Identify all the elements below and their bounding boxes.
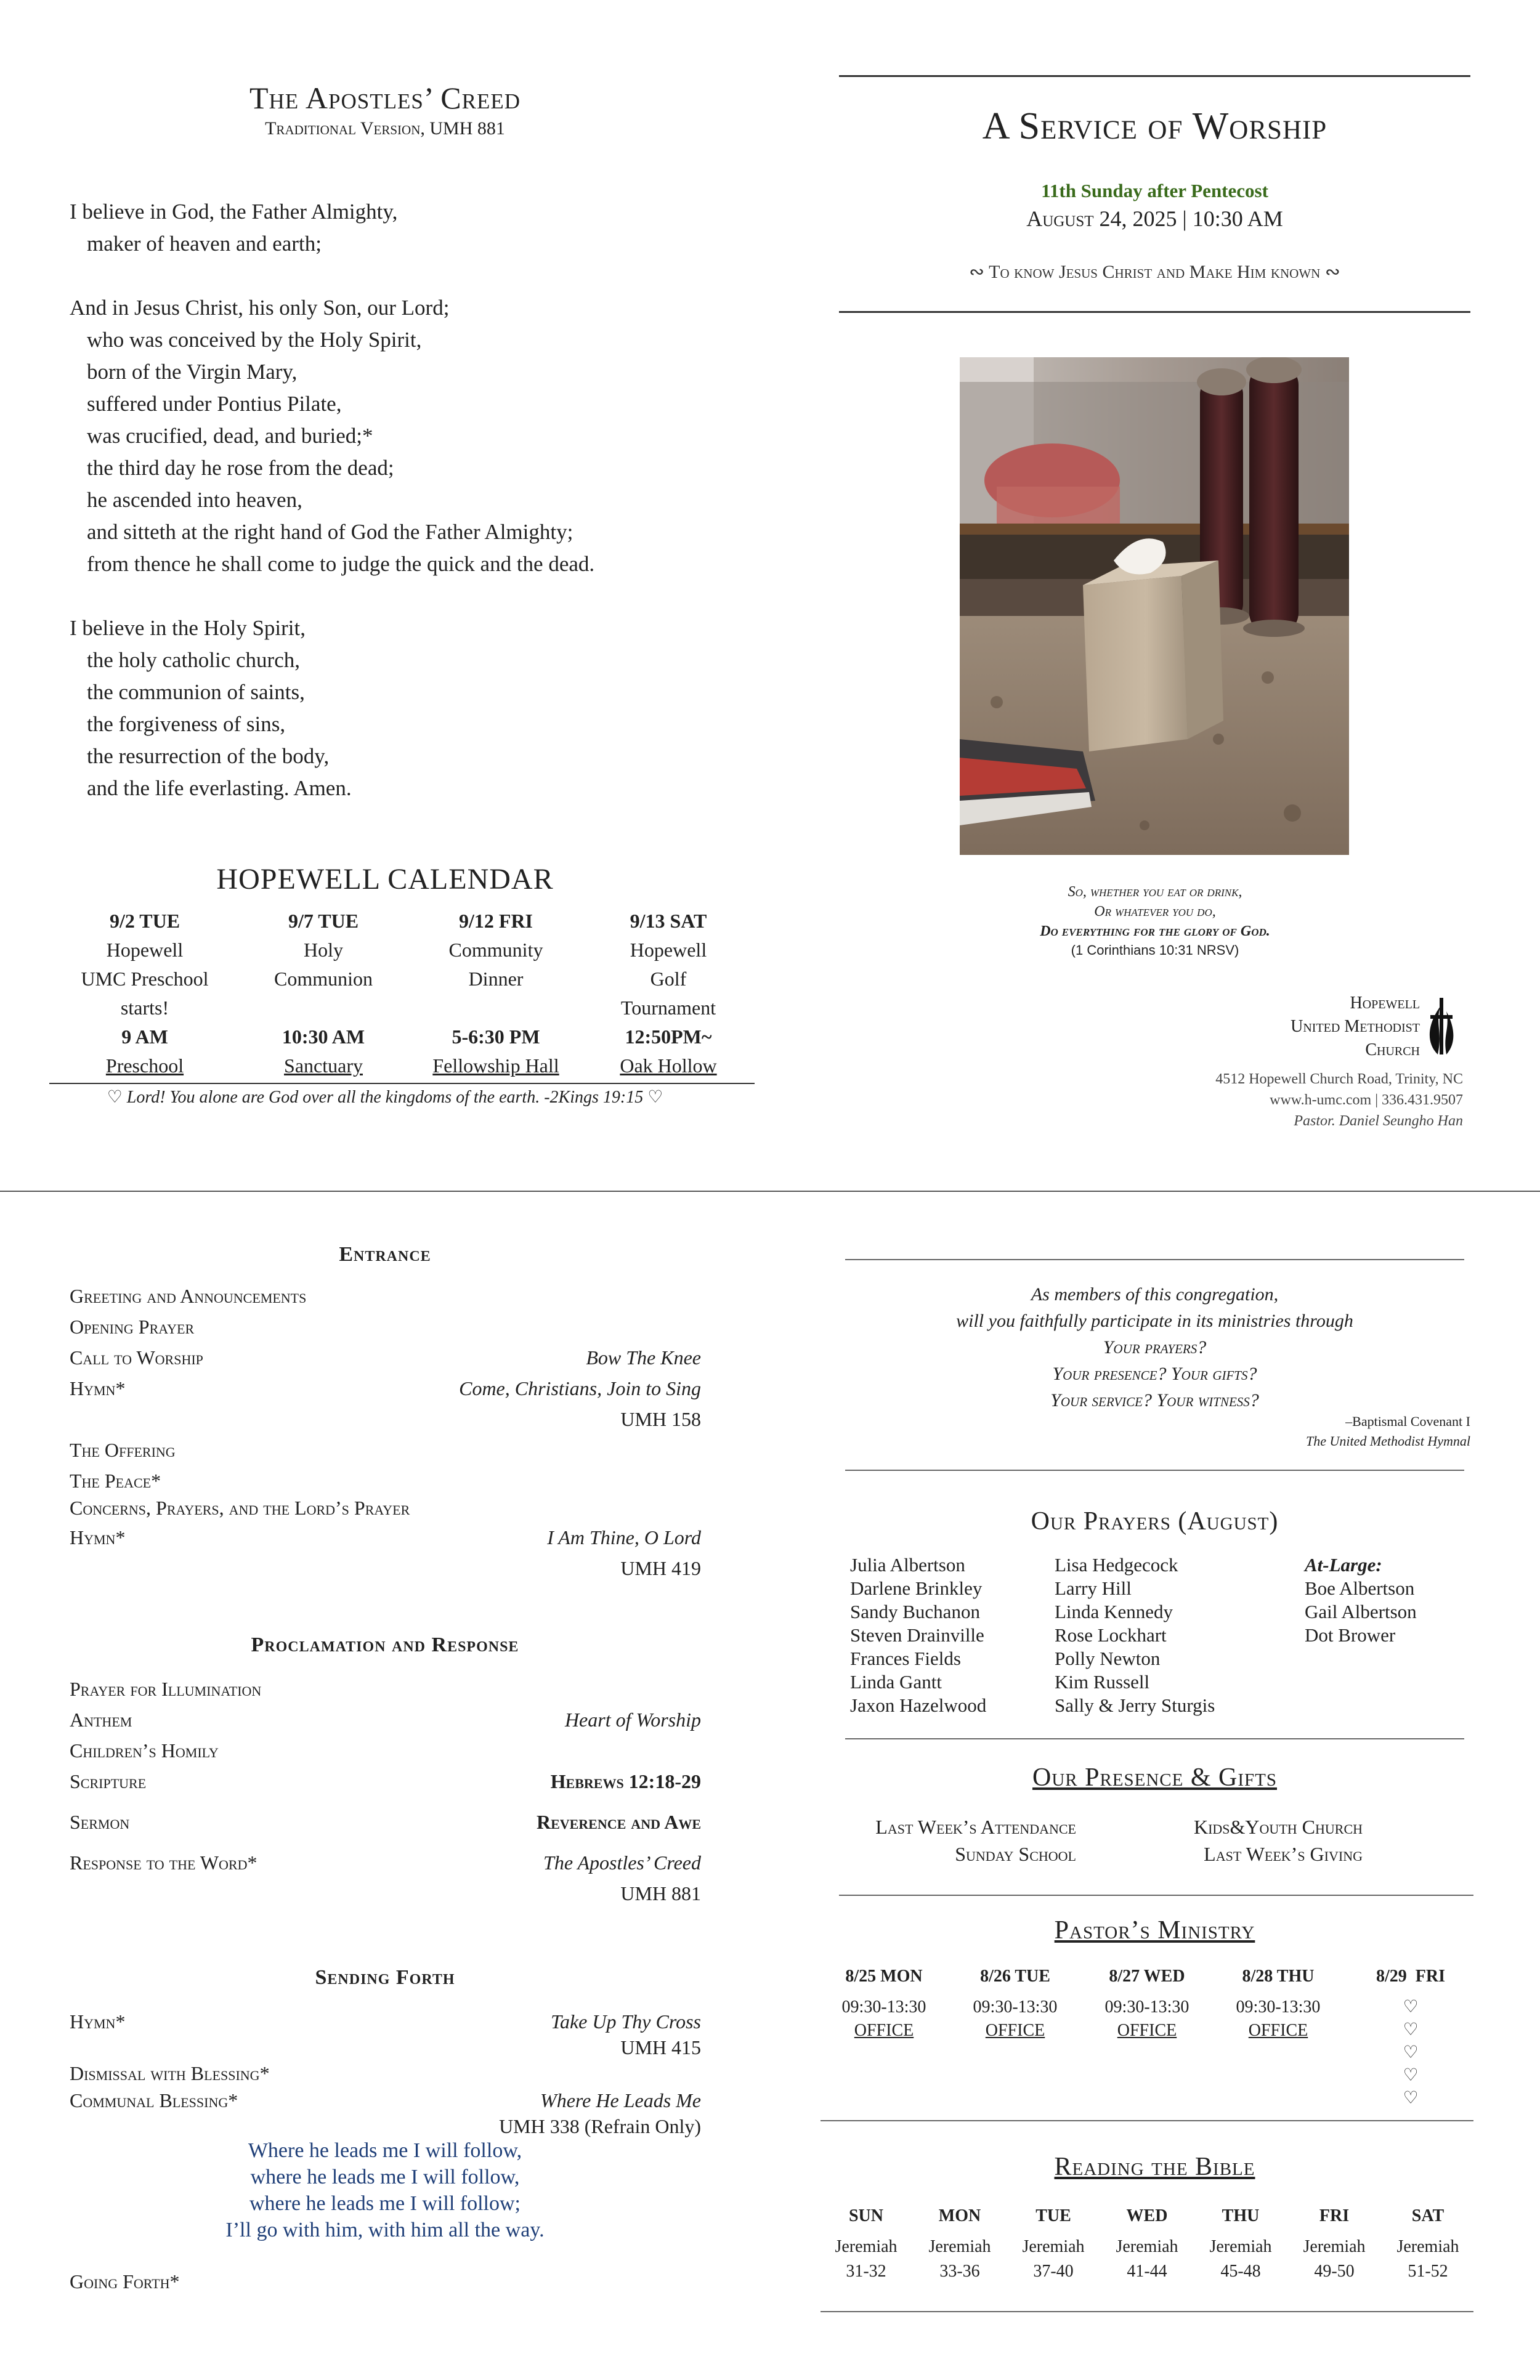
church-address: 4512 Hopewell Church Road, Trinity, NC xyxy=(1215,1071,1463,1087)
event-place: Fellowship Hall xyxy=(432,1054,559,1077)
bible-day-label: SAT xyxy=(1411,2206,1445,2225)
worship-item-label: Anthem xyxy=(70,1709,132,1731)
pastor-day-place: OFFICE xyxy=(1117,2021,1177,2040)
mission-statement: ∾ To know Jesus Christ and Make Him known ∾ xyxy=(969,262,1340,282)
verse-line: Do everything for the glory of God. xyxy=(1040,923,1270,939)
worship-item-label: The Offering xyxy=(70,1439,176,1461)
calendar-event xyxy=(237,907,410,1080)
worship-item-title: The Apostles’ Creed xyxy=(543,1852,701,1874)
rule xyxy=(821,2311,1473,2312)
worship-item xyxy=(70,1523,701,1552)
creed-line: the resurrection of the body, xyxy=(87,744,330,768)
bible-chapters: 49-50 xyxy=(1314,2262,1355,2281)
bible-book: Jeremiah xyxy=(1022,2237,1085,2256)
church-name xyxy=(1170,992,1420,1062)
worship-item-sub xyxy=(70,2033,701,2062)
creed-line: and sitteth at the right hand of God the Father Almighty; xyxy=(87,520,573,544)
covenant-source xyxy=(1109,1412,1470,1451)
worship-item xyxy=(70,1807,701,1837)
creed-line: the third day he rose from the dead; xyxy=(87,456,394,480)
event-date: 9/12 FRI xyxy=(459,910,533,932)
pastor-day-place: OFFICE xyxy=(985,2021,1045,2040)
worship-item-label: Call to Worship xyxy=(70,1346,203,1369)
worship-item-label: Communal Blessing* xyxy=(70,2089,238,2111)
worship-item-label: Concerns, Prayers, and the Lord’s Prayer xyxy=(70,1497,410,1519)
scripture-reference: Hebrews 12:18-29 xyxy=(550,1770,701,1792)
worship-item xyxy=(70,1848,701,1877)
bible-book: Jeremiah xyxy=(835,2237,898,2256)
pastor-day xyxy=(832,1965,936,2042)
prayer-name: Kim Russell xyxy=(1055,1671,1150,1693)
creed-line: was crucified, dead, and buried;* xyxy=(87,424,373,448)
bible-book: Jeremiah xyxy=(928,2237,991,2256)
covenant-line: Your presence? Your gifts? xyxy=(1052,1364,1257,1384)
cover-bottom-rule xyxy=(839,311,1470,313)
pastor-day-label: 8/27 WED xyxy=(1109,1967,1185,1986)
event-desc: Holy xyxy=(304,939,343,961)
bible-reading-title: Reading the Bible xyxy=(1054,2153,1255,2181)
pastor-day-label: 8/28 THU xyxy=(1242,1967,1315,1986)
cover-verse xyxy=(961,882,1349,960)
creed-header xyxy=(49,80,721,139)
baptismal-covenant xyxy=(839,1281,1470,1414)
hymn-number: UMH 415 xyxy=(620,2036,701,2058)
refrain-line: where he leads me I will follow; xyxy=(249,2192,521,2215)
covenant-line: Your prayers? xyxy=(1103,1337,1207,1358)
refrain-line: where he leads me I will follow, xyxy=(250,2166,520,2188)
worship-item xyxy=(70,2058,701,2088)
worship-item-title: Come, Christians, Join to Sing xyxy=(459,1377,701,1399)
liturgical-sunday: 11th Sunday after Pentecost xyxy=(1041,180,1268,201)
prayer-list-at-large xyxy=(1305,1553,1465,1647)
prayer-name: Jaxon Hazelwood xyxy=(850,1694,987,1716)
worship-item-label: Children’s Homily xyxy=(70,1739,219,1762)
pastor-day xyxy=(1226,1965,1331,2042)
prayer-name: Steven Drainville xyxy=(850,1624,984,1646)
bible-chapters: 37-40 xyxy=(1033,2262,1074,2281)
worship-item xyxy=(70,1343,701,1372)
rule xyxy=(839,1895,1473,1896)
prayer-list-col1 xyxy=(850,1553,1047,1717)
cross-and-flame-icon xyxy=(1424,993,1459,1064)
cover-photo xyxy=(960,357,1349,855)
service-title: A Service of Worship xyxy=(982,105,1327,147)
heart-icon: ♡ xyxy=(1403,2020,1419,2039)
creed-line: the holy catholic church, xyxy=(87,648,300,672)
bible-book: Jeremiah xyxy=(1396,2237,1459,2256)
worship-item-label: The Peace* xyxy=(70,1470,161,1492)
bible-day-label: SUN xyxy=(848,2206,883,2225)
verse-line: So, whether you eat or drink, xyxy=(1068,884,1242,900)
calendar-event xyxy=(59,907,231,1080)
worship-item-label: Greeting and Announcements xyxy=(70,1285,307,1307)
worship-item-sub xyxy=(70,1879,701,1908)
heart-icon: ♡ xyxy=(1403,2089,1419,2108)
section-heading-sending: Sending Forth xyxy=(315,1966,455,1989)
calendar-divider xyxy=(49,1083,755,1084)
event-desc: Community xyxy=(448,939,543,961)
prayer-name: Lisa Hedgecock xyxy=(1055,1554,1178,1576)
rule xyxy=(845,1259,1464,1260)
creed-line: the forgiveness of sins, xyxy=(87,712,286,736)
pastor-day xyxy=(1095,1965,1199,2042)
worship-item xyxy=(70,1767,701,1796)
pastor-day-place: OFFICE xyxy=(1248,2021,1308,2040)
refrain-line: I’ll go with him, with him all the way. xyxy=(225,2219,545,2241)
event-date: 9/13 SAT xyxy=(630,910,707,932)
bible-chapters: 31-32 xyxy=(846,2262,886,2281)
prayer-name: Linda Kennedy xyxy=(1055,1601,1173,1622)
worship-item xyxy=(70,1705,701,1734)
prayer-name: Frances Fields xyxy=(850,1648,961,1669)
worship-item xyxy=(70,1736,701,1765)
heart-icon: ♡ xyxy=(1403,2043,1419,2062)
worship-item xyxy=(70,2007,701,2036)
section-heading-proclamation: Proclamation and Response xyxy=(251,1633,519,1656)
tissue-box-photo xyxy=(960,357,1349,855)
prayer-name: Sandy Buchanon xyxy=(850,1601,980,1622)
creed-line: he ascended into heaven, xyxy=(87,488,302,512)
hymn-number: UMH 881 xyxy=(620,1882,701,1904)
heart-icon-stack xyxy=(1358,1996,1463,2110)
verse-reference: (1 Corinthians 10:31 NRSV) xyxy=(1071,942,1239,958)
bible-day xyxy=(1010,2204,1096,2284)
creed-line: And in Jesus Christ, his only Son, our Lord; xyxy=(70,296,450,320)
prayers-title: Our Prayers (August) xyxy=(1031,1507,1279,1536)
creed-line: who was conceived by the Holy Spirit, xyxy=(87,328,422,352)
creed-text xyxy=(70,196,716,804)
church-name-line: Church xyxy=(1365,1040,1420,1059)
worship-item-label: Hymn* xyxy=(70,2010,126,2033)
worship-item xyxy=(70,1281,701,1311)
covenant-line: As members of this congregation, xyxy=(1031,1284,1279,1305)
pastor-day-label: 8/25 MON xyxy=(845,1967,923,1986)
event-place: Preschool xyxy=(105,1054,184,1077)
creed-subtitle: Traditional Version, UMH 881 xyxy=(265,118,505,139)
prayer-name: Dot Brower xyxy=(1305,1624,1396,1646)
bible-chapters: 51-52 xyxy=(1408,2262,1448,2281)
bible-day xyxy=(1198,2204,1284,2284)
worship-item-label: Hymn* xyxy=(70,1526,126,1548)
worship-item-label: Sermon xyxy=(70,1811,130,1833)
heart-icon: ♡ xyxy=(1403,1997,1419,2017)
creed-line: I believe in God, the Father Almighty, xyxy=(70,200,398,224)
pastor-name: Pastor. Daniel Seungho Han xyxy=(1294,1113,1463,1129)
covenant-source-line: –Baptismal Covenant I xyxy=(1345,1414,1470,1429)
calendar-event xyxy=(410,907,582,1080)
creed-line: I believe in the Holy Spirit, xyxy=(70,616,306,640)
covenant-line: will you faithfully participate in its ministries through xyxy=(956,1311,1353,1331)
church-web-phone: www.h-umc.com | 336.431.9507 xyxy=(1270,1092,1463,1108)
bible-day-label: THU xyxy=(1222,2206,1260,2225)
bible-book: Jeremiah xyxy=(1303,2237,1366,2256)
worship-item-label: Going Forth* xyxy=(70,2270,180,2293)
worship-item xyxy=(70,2267,701,2296)
prayer-name: Larry Hill xyxy=(1055,1577,1132,1599)
cover-top-rule xyxy=(839,75,1470,77)
section-heading-entrance: Entrance xyxy=(339,1243,431,1266)
worship-item-label: Prayer for Illumination xyxy=(70,1678,262,1700)
event-time: 12:50PM~ xyxy=(625,1026,712,1048)
worship-item-title: Bow The Knee xyxy=(586,1346,701,1369)
event-desc: Tournament xyxy=(620,997,716,1019)
pastor-ministry-title: Pastor’s Ministry xyxy=(1054,1916,1255,1945)
hymn-number: UMH 338 (Refrain Only) xyxy=(499,2115,701,2137)
event-desc: starts! xyxy=(120,997,169,1019)
rule xyxy=(821,2120,1473,2121)
rule xyxy=(845,1738,1464,1739)
prayer-name: Gail Albertson xyxy=(1305,1601,1417,1622)
worship-item xyxy=(70,1312,701,1342)
worship-item xyxy=(70,1435,701,1465)
bible-day-label: MON xyxy=(938,2206,981,2225)
covenant-source-line: The United Methodist Hymnal xyxy=(1305,1433,1470,1449)
pastor-day-label: 8/26 TUE xyxy=(980,1967,1050,1986)
calendar-title: HOPEWELL CALENDAR xyxy=(216,863,554,896)
event-desc: Communion xyxy=(274,968,373,990)
worship-item-title: Heart of Worship xyxy=(564,1709,701,1731)
bible-book: Jeremiah xyxy=(1209,2237,1272,2256)
giving-labels xyxy=(1121,1813,1363,1868)
creed-line: suffered under Pontius Pilate, xyxy=(87,392,342,416)
bible-day-label: TUE xyxy=(1035,2206,1071,2225)
weekly-giving-label: Last Week’s Giving xyxy=(1204,1843,1363,1865)
event-time: 5-6:30 PM xyxy=(452,1026,540,1048)
church-name-line: United Methodist xyxy=(1291,1017,1420,1036)
worship-item xyxy=(70,1674,701,1704)
hymn-number: UMH 419 xyxy=(620,1557,701,1579)
presence-gifts-title: Our Presence & Gifts xyxy=(1032,1763,1277,1792)
pastor-day xyxy=(1358,1965,1463,2110)
pastor-day-label: 8/29 FRI xyxy=(1376,1967,1445,1986)
prayer-name: Rose Lockhart xyxy=(1055,1624,1167,1646)
hymn-number: UMH 158 xyxy=(620,1408,701,1430)
event-time: 10:30 AM xyxy=(282,1026,365,1048)
worship-item-sub xyxy=(70,1404,701,1434)
bible-day-label: FRI xyxy=(1319,2206,1350,2225)
event-place: Sanctuary xyxy=(284,1054,363,1077)
worship-item-sub xyxy=(70,2111,701,2141)
prayer-name: Polly Newton xyxy=(1055,1648,1161,1669)
calendar-verse: ♡ Lord! You alone are God over all the kingdoms of the earth. -2Kings 19:15 ♡ xyxy=(107,1088,663,1107)
church-name-line: Hopewell xyxy=(1350,994,1420,1013)
prayer-name: Darlene Brinkley xyxy=(850,1577,983,1599)
bible-day xyxy=(917,2204,1003,2284)
prayer-name: Julia Albertson xyxy=(850,1554,965,1576)
worship-item-label: Response to the Word* xyxy=(70,1852,257,1874)
church-contact xyxy=(1109,1069,1463,1131)
sermon-title: Reverence and Awe xyxy=(536,1811,701,1833)
creed-line: and the life everlasting. Amen. xyxy=(87,776,352,800)
creed-line: born of the Virgin Mary, xyxy=(87,360,298,384)
worship-item-label: Scripture xyxy=(70,1770,147,1792)
pastor-day-place: OFFICE xyxy=(854,2021,914,2040)
bible-book: Jeremiah xyxy=(1116,2237,1178,2256)
event-date: 9/7 TUE xyxy=(288,910,359,932)
pastor-day-time: 09:30-13:30 xyxy=(1236,1997,1321,2017)
worship-item xyxy=(70,1466,701,1496)
pastor-day-time: 09:30-13:30 xyxy=(973,1997,1058,2017)
event-desc xyxy=(237,994,410,1022)
bible-day xyxy=(1291,2204,1377,2284)
event-desc: Dinner xyxy=(468,968,524,990)
bible-day xyxy=(1385,2204,1471,2284)
kids-youth-label: Kids&Youth Church xyxy=(1193,1816,1363,1838)
worship-item xyxy=(70,1374,701,1403)
creed-line: from thence he shall come to judge the quick and the dead. xyxy=(87,552,595,576)
attendance-label: Last Week’s Attendance xyxy=(875,1816,1076,1838)
worship-item-label: Opening Prayer xyxy=(70,1316,195,1338)
sunday-school-label: Sunday School xyxy=(955,1843,1076,1865)
worship-item xyxy=(70,2086,701,2115)
refrain-line: Where he leads me I will follow, xyxy=(248,2139,522,2162)
worship-item-label: Hymn* xyxy=(70,1377,126,1399)
pastor-day xyxy=(963,1965,1068,2042)
covenant-line: Your service? Your witness? xyxy=(1050,1390,1259,1411)
creed-line: maker of heaven and earth; xyxy=(87,232,322,256)
bible-chapters: 41-44 xyxy=(1127,2262,1167,2281)
creed-line: the communion of saints, xyxy=(87,680,305,704)
worship-item-title: I Am Thine, O Lord xyxy=(547,1526,701,1548)
verse-line: Or whatever you do, xyxy=(1094,904,1216,920)
event-desc: UMC Preschool xyxy=(81,968,209,990)
event-desc: Hopewell xyxy=(106,939,184,961)
refrain-lyrics xyxy=(49,2137,721,2243)
service-date: August 24, 2025 | 10:30 AM xyxy=(1026,206,1283,231)
event-time: 9 AM xyxy=(121,1026,168,1048)
creed-title: The Apostles’ Creed xyxy=(249,81,521,115)
prayer-name: Boe Albertson xyxy=(1305,1577,1415,1599)
at-large-heading: At-Large: xyxy=(1305,1554,1382,1576)
prayer-list-col2 xyxy=(1055,1553,1276,1717)
prayer-name: Linda Gantt xyxy=(850,1671,942,1693)
pastor-day-time: 09:30-13:30 xyxy=(841,1997,926,2017)
bible-chapters: 45-48 xyxy=(1220,2262,1261,2281)
event-desc xyxy=(410,994,582,1022)
bible-day xyxy=(1104,2204,1190,2284)
event-place: Oak Hollow xyxy=(620,1054,717,1077)
pastor-day-time: 09:30-13:30 xyxy=(1104,1997,1189,2017)
event-date: 9/2 TUE xyxy=(109,910,180,932)
worship-item-title: Take Up Thy Cross xyxy=(551,2010,701,2033)
bible-day-label: WED xyxy=(1126,2206,1168,2225)
calendar-event xyxy=(582,907,755,1080)
event-desc: Hopewell xyxy=(630,939,707,961)
event-desc: Golf xyxy=(650,968,687,990)
page-fold-line xyxy=(0,1191,1540,1192)
heart-icon: ♡ xyxy=(1403,2066,1419,2085)
worship-item-sub xyxy=(70,1553,701,1583)
bible-day xyxy=(823,2204,909,2284)
rule xyxy=(845,1470,1464,1471)
worship-item-title: Where He Leads Me xyxy=(540,2089,701,2111)
worship-item xyxy=(70,1493,701,1523)
prayer-name: Sally & Jerry Sturgis xyxy=(1055,1694,1215,1716)
bible-chapters: 33-36 xyxy=(939,2262,980,2281)
worship-item-label: Dismissal with Blessing* xyxy=(70,2062,270,2084)
attendance-labels xyxy=(839,1813,1076,1868)
